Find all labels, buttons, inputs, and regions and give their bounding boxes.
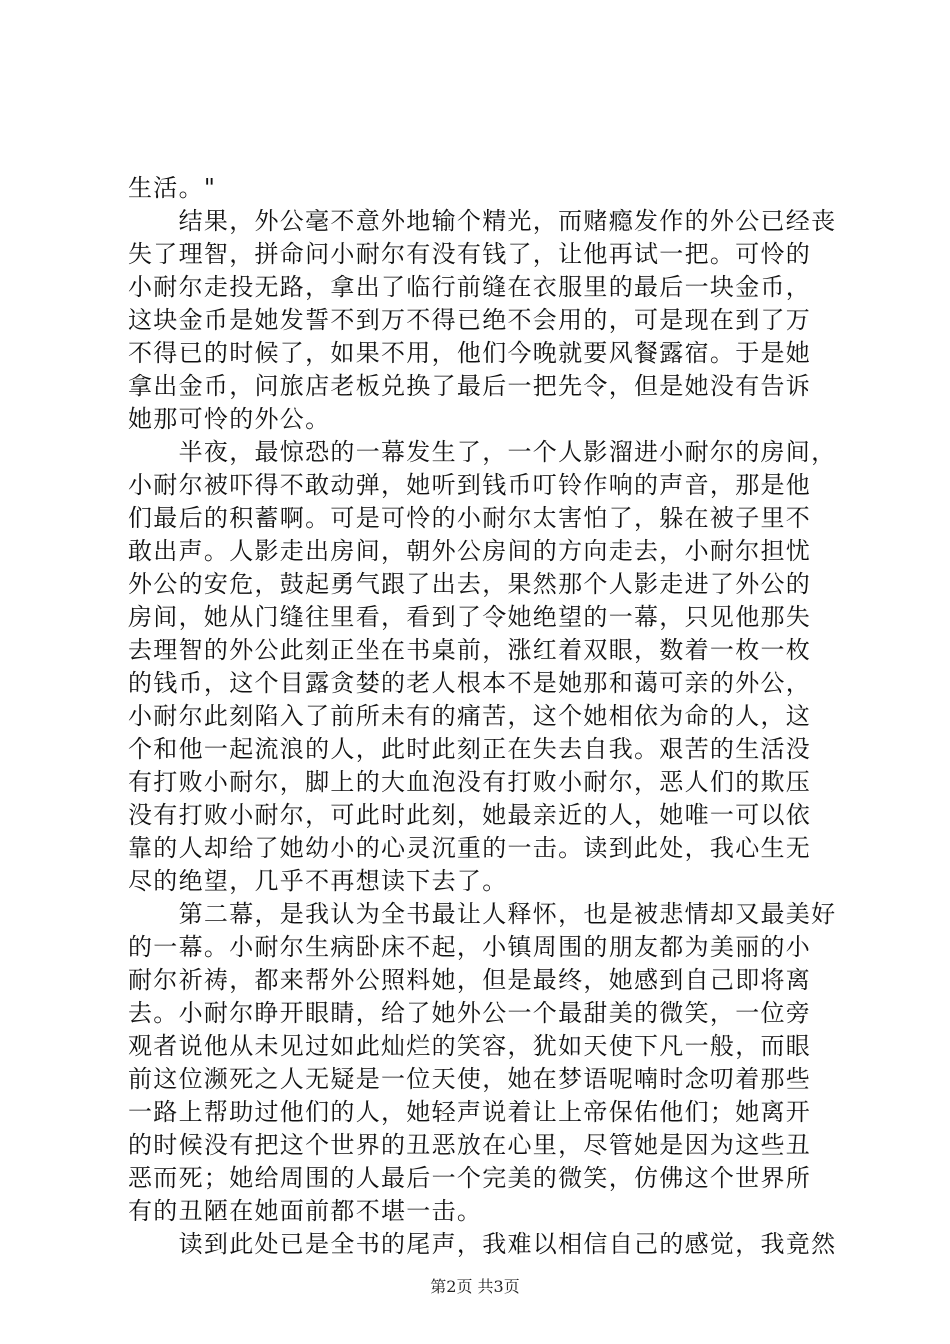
text-line: 们最后的积蓄啊。可是可怜的小耐尔太害怕了，躲在被子里不 [128, 504, 812, 532]
text-line: 去。小耐尔睁开眼睛，给了她外公一个最甜美的微笑，一位旁 [128, 999, 812, 1027]
text-line: 靠的人却给了她幼小的心灵沉重的一击。读到此处，我心生无 [128, 834, 812, 862]
text-line: 恶而死；她给周围的人最后一个完美的微笑，仿佛这个世界所 [128, 1164, 812, 1192]
text-line: 这块金币是她发誓不到万不得已绝不会用的，可是现在到了万 [128, 306, 812, 334]
text-line: 她那可怜的外公。 [128, 405, 331, 433]
text-line: 房间，她从门缝往里看，看到了令她绝望的一幕，只见他那失 [128, 603, 812, 631]
text-line: 半夜，最惊恐的一幕发生了，一个人影溜进小耐尔的房间， [128, 438, 837, 466]
page-number-footer: 第2页 共3页 [430, 1277, 520, 1296]
text-line: 读到此处已是全书的尾声，我难以相信自己的感觉，我竟然 [128, 1230, 837, 1258]
text-line: 外公的安危，鼓起勇气跟了出去，果然那个人影走进了外公的 [128, 570, 812, 598]
text-line: 没有打败小耐尔，可此时此刻，她最亲近的人，她唯一可以依 [128, 801, 812, 829]
text-line: 的一幕。小耐尔生病卧床不起，小镇周围的朋友都为美丽的小 [128, 933, 812, 961]
text-line: 拿出金币，问旅店老板兑换了最后一把先令，但是她没有告诉 [128, 372, 812, 400]
text-line: 有的丑陋在她面前都不堪一击。 [128, 1197, 483, 1225]
text-line: 有打败小耐尔，脚上的大血泡没有打败小耐尔，恶人们的欺压 [128, 768, 812, 796]
text-line: 个和他一起流浪的人，此时此刻正在失去自我。艰苦的生活没 [128, 735, 812, 763]
text-line: 生活。" [128, 174, 217, 202]
text-line: 去理智的外公此刻正坐在书桌前，涨红着双眼，数着一枚一枚 [128, 636, 812, 664]
text-line: 耐尔祈祷，都来帮外公照料她，但是最终，她感到自己即将离 [128, 966, 812, 994]
text-line: 小耐尔此刻陷入了前所未有的痛苦，这个她相依为命的人，这 [128, 702, 812, 730]
text-line: 敢出声。人影走出房间，朝外公房间的方向走去，小耐尔担忧 [128, 537, 812, 565]
text-line: 一路上帮助过他们的人，她轻声说着让上帝保佑他们；她离开 [128, 1098, 812, 1126]
text-line: 的钱币，这个目露贪婪的老人根本不是她那和蔼可亲的外公， [128, 669, 812, 697]
text-line: 小耐尔被吓得不敢动弹，她听到钱币叮铃作响的声音，那是他 [128, 471, 812, 499]
text-line: 小耐尔走投无路，拿出了临行前缝在衣服里的最后一块金币， [128, 273, 812, 301]
text-line: 第二幕，是我认为全书最让人释怀，也是被悲情却又最美好 [128, 900, 837, 928]
text-line: 结果，外公毫不意外地输个精光，而赌瘾发作的外公已经丧 [128, 207, 837, 235]
text-line: 失了理智，拼命问小耐尔有没有钱了，让他再试一把。可怜的 [128, 240, 812, 268]
text-line: 的时候没有把这个世界的丑恶放在心里，尽管她是因为这些丑 [128, 1131, 812, 1159]
text-line: 不得已的时候了，如果不用，他们今晚就要风餐露宿。于是她 [128, 339, 812, 367]
text-line: 尽的绝望，几乎不再想读下去了。 [128, 867, 508, 895]
text-line: 前这位濒死之人无疑是一位天使，她在梦语呢喃时念叨着那些 [128, 1065, 812, 1093]
text-line: 观者说他从未见过如此灿烂的笑容，犹如天使下凡一般，而眼 [128, 1032, 812, 1060]
